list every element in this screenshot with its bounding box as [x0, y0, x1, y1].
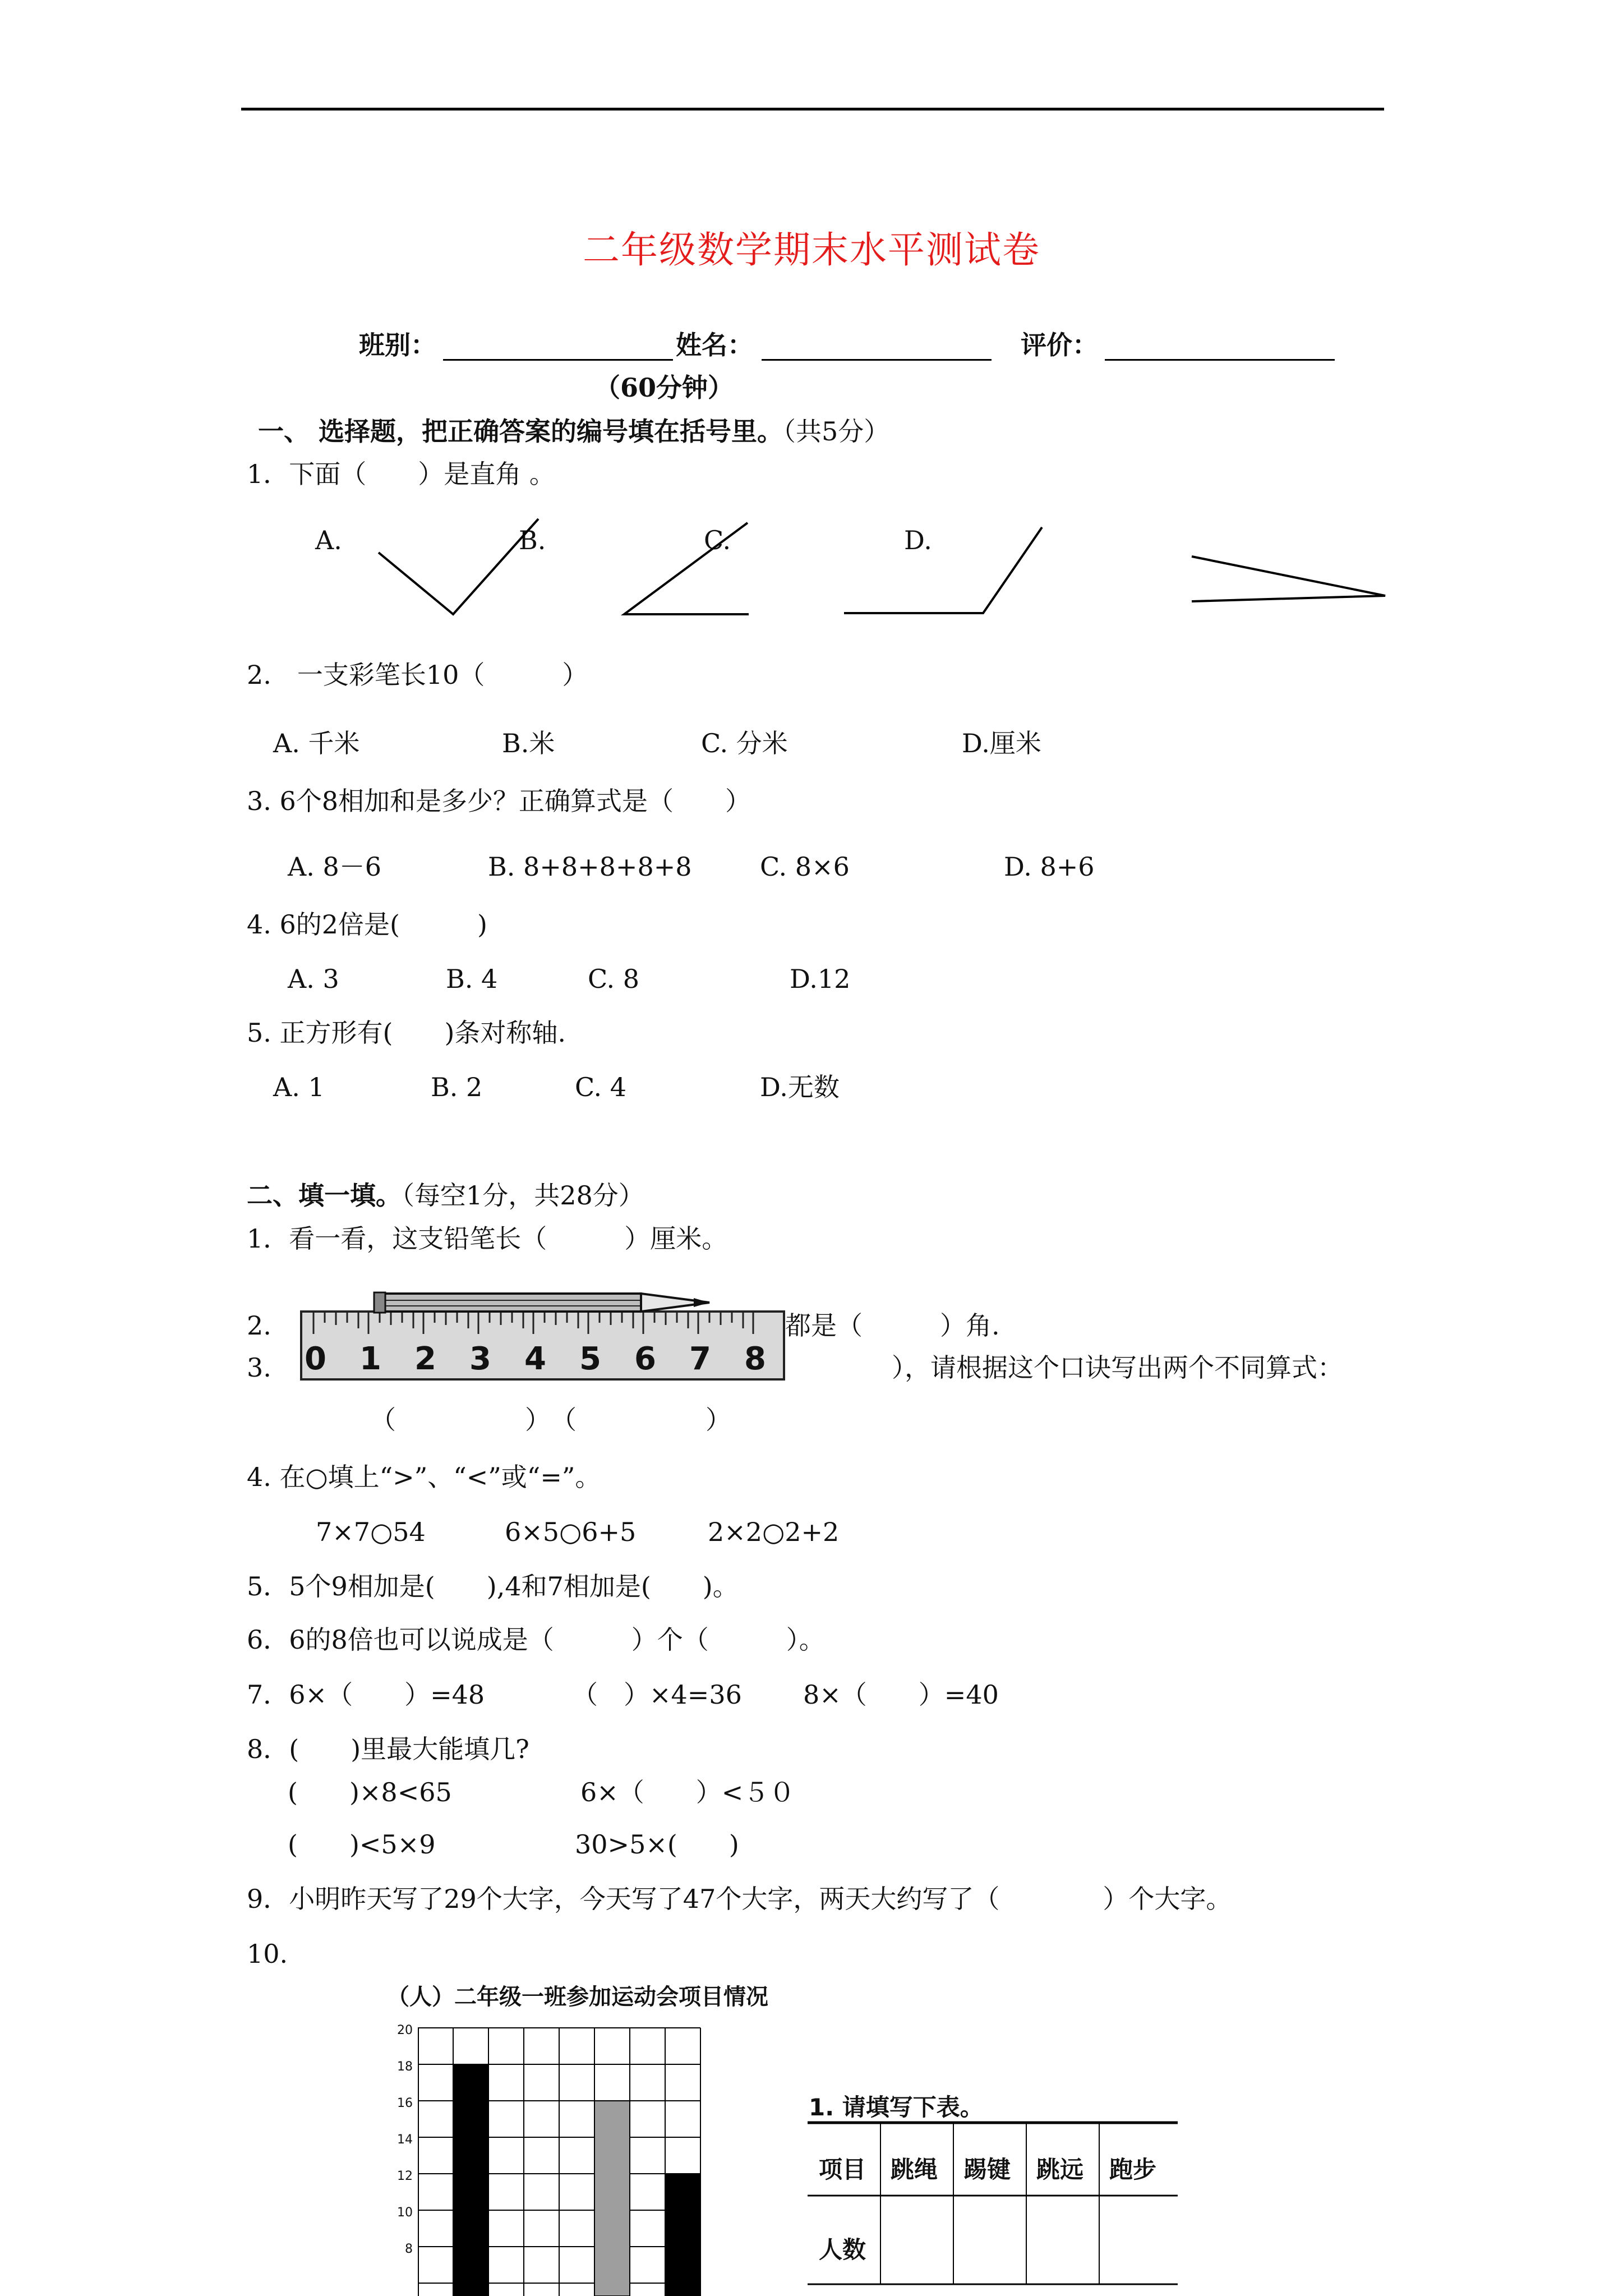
s1-q4: 4. 6的2倍是( ) — [247, 909, 487, 940]
s2-q2-number: 2. — [247, 1310, 271, 1341]
s2-q9: 9．小明昨天写了29个大字，今天写了47个大字，两天大约写了（ ）个大字。 — [247, 1884, 1232, 1914]
s1-q3-option-d: D. 8+6 — [1004, 852, 1095, 882]
ruler-number: 5 — [579, 1341, 601, 1377]
ruler-image — [300, 1310, 785, 1381]
table-header-cell: 踢键 — [963, 2156, 1011, 2183]
table-row-label: 人数 — [819, 2236, 866, 2263]
chart-bars — [453, 2064, 700, 2296]
s1-q3-option-a: A. 8－6 — [288, 852, 381, 882]
s2-q8-item: ( )<5×9 — [288, 1829, 436, 1860]
table-header-cell: 跳远 — [1036, 2156, 1084, 2183]
chart-bar — [594, 2101, 630, 2296]
name-label: 姓名： — [676, 330, 753, 360]
s2-q7-item: （ ）×4=36 — [572, 1680, 742, 1710]
ruler-number: 1 — [359, 1341, 381, 1377]
section2-heading-bold: 二、填一填。 — [247, 1180, 402, 1211]
section2-heading — [247, 1180, 644, 1211]
table-header-cell: 跑步 — [1109, 2156, 1157, 2183]
section2-heading-note: （每空1分，共28分） — [402, 1180, 644, 1211]
ruler-number: 2 — [414, 1341, 436, 1377]
s2-q4-item: 6×5○6+5 — [505, 1517, 637, 1547]
s2-q3-blanks: （ ） （ ） — [370, 1405, 731, 1435]
s1-q5-option-d: D.无数 — [760, 1072, 840, 1102]
angle-figure-b — [624, 523, 749, 614]
y-tick-label: 16 — [397, 2096, 413, 2110]
angle-figure-a — [379, 519, 538, 614]
s1-q5-option-a: A. 1 — [273, 1072, 325, 1102]
s2-q2-right: 都是（ ）角. — [785, 1310, 1000, 1341]
table-caption: 1. 请填写下表。 — [809, 2093, 984, 2121]
s2-q8-item: ( )×8<65 — [288, 1777, 452, 1807]
s2-q6: 6．6的8倍也可以说成是（ ）个（ ）。 — [247, 1625, 825, 1655]
s1-q3-option-c: C. 8×6 — [760, 852, 850, 882]
table-header-cell: 项目 — [819, 2156, 866, 2183]
section1-heading-note: （共5分） — [783, 416, 890, 447]
s1-q5-option-b: B. 2 — [431, 1072, 483, 1102]
chart-bar — [665, 2174, 700, 2296]
angle-figure-d — [1192, 556, 1385, 601]
y-tick-label: 12 — [397, 2169, 413, 2183]
s1-q3-option-b: B. 8+8+8+8+8 — [488, 852, 692, 882]
s1-q4-option-b: B. 4 — [446, 964, 498, 994]
s2-q3-number: 3. — [247, 1352, 271, 1383]
table-header-cell: 跳绳 — [891, 2156, 938, 2183]
s1-q2-option-b: B.米 — [502, 728, 555, 758]
y-tick-label: 14 — [397, 2133, 413, 2147]
s2-q4-item: 2×2○2+2 — [708, 1517, 840, 1547]
s2-q10: 10. — [247, 1939, 288, 1969]
s1-q1: 1．下面（ ）是直角 。 — [247, 459, 555, 489]
ruler-number: 0 — [305, 1341, 326, 1377]
s2-q8-item: 30>5×( ) — [575, 1829, 739, 1860]
s1-q2-option-a: A. 千米 — [273, 728, 360, 758]
section1-heading-bold: 一、 选择题，把正确答案的编号填在括号里。 — [258, 416, 783, 447]
angle-figure-c — [844, 527, 1042, 613]
y-tick-label: 20 — [397, 2023, 413, 2037]
s1-q2-option-d: D.厘米 — [962, 728, 1041, 758]
s1-q3: 3. 6个8相加和是多少？正确算式是（ ） — [247, 786, 751, 816]
s1-q1-option-b: B. — [519, 525, 546, 555]
s2-q7-item: 7．6×（ ）=48 — [247, 1680, 485, 1710]
y-tick-label: 8 — [405, 2242, 413, 2256]
s2-q4: 4. 在○填上“>”、“<”或“=”。 — [247, 1462, 601, 1492]
s2-q1: 1．看一看，这支铅笔长（ ）厘米。 — [247, 1223, 728, 1254]
s2-q8-item: 6×（ ）<５０ — [580, 1777, 795, 1807]
ruler-number: 6 — [634, 1341, 656, 1377]
s2-q5: 5．5个9相加是( ),4和7相加是( )。 — [247, 1571, 739, 1602]
pencil-icon — [373, 1289, 721, 1317]
chart-title: （人）二年级一班参加运动会项目情况 — [387, 1984, 768, 2010]
chart-bar — [453, 2064, 488, 2296]
s1-q1-option-d: D. — [904, 525, 932, 555]
y-tick-label: 10 — [397, 2206, 413, 2220]
s2-q3-right: ），请根据这个口诀写出两个不同算式： — [892, 1352, 1343, 1383]
s1-q4-option-d: D.12 — [790, 964, 851, 994]
page-title: 二年级数学期末水平测试卷 — [583, 228, 1040, 272]
ruler-number: 7 — [689, 1341, 711, 1377]
s2-q4-item: 7×7○54 — [316, 1517, 426, 1547]
s1-q2-option-c: C. 分米 — [701, 728, 788, 758]
s1-q4-option-c: C. 8 — [588, 964, 640, 994]
duration: （60分钟） — [594, 372, 734, 403]
ruler-number: 8 — [744, 1341, 766, 1377]
grade-label: 评价： — [1021, 330, 1098, 360]
s1-q5: 5. 正方形有( )条对称轴. — [247, 1018, 566, 1048]
class-label: 班别： — [359, 330, 436, 360]
s2-q7-item: 8×（ ）=40 — [803, 1680, 999, 1710]
ruler-number: 3 — [469, 1341, 491, 1377]
ruler-number: 4 — [524, 1341, 546, 1377]
s1-q2: 2. 一支彩笔长10（ ） — [247, 660, 588, 690]
angle-figures — [0, 0, 1623, 673]
bar-chart — [418, 2025, 746, 2296]
s2-q8: 8．( )里最大能填几? — [247, 1734, 529, 1764]
s1-q1-option-a: A. — [315, 525, 342, 555]
s1-q4-option-a: A. 3 — [288, 964, 339, 994]
y-tick-label: 18 — [397, 2060, 413, 2074]
s1-q5-option-c: C. 4 — [575, 1072, 627, 1102]
s1-q1-option-c: C. — [704, 525, 731, 555]
